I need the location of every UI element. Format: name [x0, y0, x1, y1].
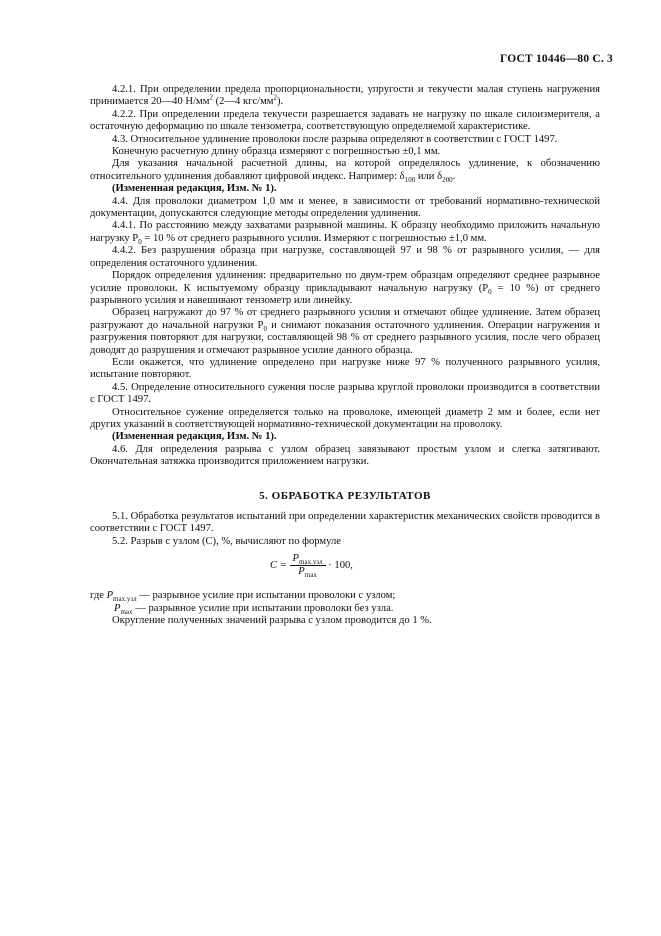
paragraph-length-measure: Конечную расчетную длину образца измеряют с погрешностью ±0,1 мм.: [112, 146, 441, 158]
legend-line-2: $P_{max}$ — разрывное усилие при испытании проволоки без узла.: [114, 602, 394, 616]
paragraph-loading: Образец нагружают до 97 % от среднего разрывного усилия и отмечают общее удлинение. Затем образец разгружают до начальной нагрузки $P_0$ и снимают показания остаточного удлинения. Операции нагружения и разгружения повторяют для нагрузки, составляющей 98 % от среднего разрывного усилия, после чего образец доводят до разрушения и отмечают разрывное усилие данного образца.: [90, 307, 600, 356]
amendment-note-2: (Измененная редакция, Изм. № 1).: [112, 431, 277, 443]
paragraph-repeat: Если окажется, что удлинение определено при нагрузке ниже 97 % полученного разрывного усилия, испытание повторяют.: [90, 356, 600, 381]
paragraph-4-6: 4.6. Для определения разрыва с узлом образец завязывают простым узлом и слегка затягивают. Окончательная затяжка производится приложением нагрузки.: [90, 443, 600, 468]
paragraph-rounding: Округление полученных значений разрыва с узлом проводится до 1 %.: [112, 615, 432, 627]
formula: [270, 553, 600, 581]
paragraph-4-3: 4.3. Относительное удлинение проволоки после разрыва определяют в соответствии с ГОСТ 1497.: [112, 133, 558, 145]
document-body: [90, 84, 600, 627]
paragraph-4-2-2: 4.2.2. При определении предела текучести разрешается задавать не нагрузку по шкале силоизмерителя, а остаточную деформацию по шкале тензометра, соответствующую определяемой характеристике.: [90, 108, 600, 133]
paragraph-4-4: 4.4. Для проволоки диаметром 1,0 мм и менее, в зависимости от требований нормативно-технической документации, допускаются следующие методы определения удлинения.: [90, 195, 600, 220]
formula-denominator: $P_{max}$: [298, 566, 317, 580]
paragraph-index-note: Для указания начальной расчетной длины, на которой определялось удлинение, к обозначению относительного удлинения добавляют цифровой индекс. Например: $\delta_{100}$ или $\delta_{200}$.: [90, 158, 600, 184]
formula-fraction: [290, 553, 326, 578]
legend-line-1: где $P_{max.узл}$ — разрывное усилие при испытании проволоки с узлом;: [90, 590, 396, 604]
section-title: 5. ОБРАБОТКА РЕЗУЛЬТАТОВ: [259, 489, 431, 502]
formula-rhs: · 100,: [328, 560, 353, 572]
paragraph-narrowing: Относительное сужение определяется только на проволоке, имеющей диаметр 2 мм и более, если нет других указаний в соответствующей нормативно-технической документации на проволоку.: [90, 406, 600, 430]
paragraph-procedure: Порядок определения удлинения: предварительно по двум-трем образцам определяют среднее разрывное усилие проволоки. К испытуемому образцу прикладывают начальную нагрузку ($P_0 = 10$ %) от среднего разрывного усилия и навешивают тензометр или линейку.: [90, 270, 600, 306]
paragraph-4-4-1: 4.4.1. По расстоянию между захватами разрывной машины. К образцу необходимо приложить начальную нагрузку $P_0 = 10$ % от среднего разрывного усилия. Измеряют с погрешностью ±1,0 мм.: [90, 220, 600, 246]
formula-legend: [90, 590, 600, 615]
formula-numerator: $P_{max.узл}$: [290, 553, 326, 566]
amendment-note-1: (Измененная редакция, Изм. № 1).: [112, 183, 277, 195]
paragraph-4-5: 4.5. Определение относительного сужения после разрыва круглой проволоки производится в соответствии с ГОСТ 1497.: [90, 381, 600, 406]
formula-lhs: C =: [270, 560, 287, 572]
paragraph-5-2: 5.2. Разрыв с узлом (C), %, вычисляют по формуле: [112, 535, 341, 547]
paragraph-5-1: 5.1. Обработка результатов испытаний при определении характеристик механических свойств проводится в соответствии с ГОСТ 1497.: [90, 511, 600, 535]
page-header: ГОСТ 10446—80 С. 3: [500, 53, 613, 65]
paragraph-4-2-1: 4.2.1. При определении предела пропорциональности, упругости и текучести малая ступень нагружения принимается 20—40 $Н/мм^2$ (2—4 кгс/$мм^2$).: [90, 84, 600, 108]
paragraph-4-4-2: 4.4.2. Без разрушения образца при нагрузке, составляющей 97 и 98 % от разрывного усилия, — для определения остаточного удлинения.: [90, 245, 600, 269]
